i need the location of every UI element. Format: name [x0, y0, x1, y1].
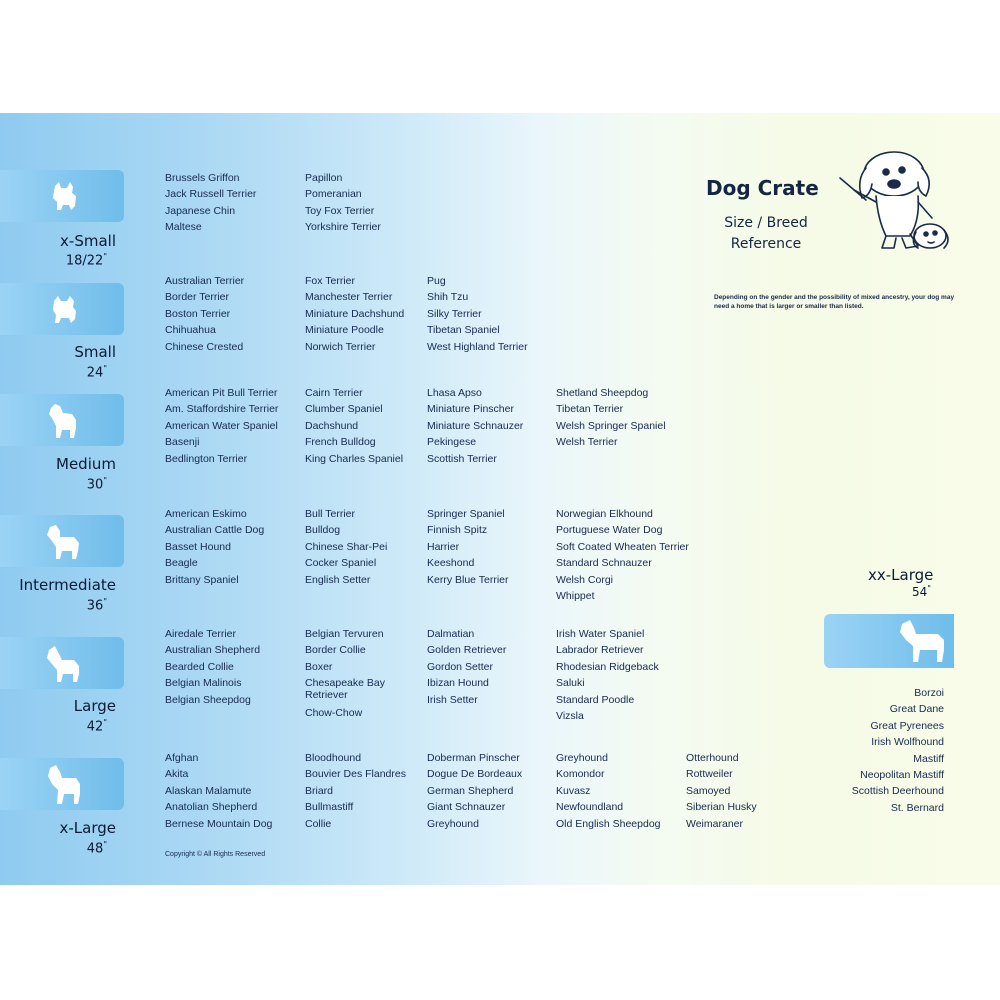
breed-name: Old English Sheepdog — [556, 817, 661, 830]
breed-name: German Shepherd — [427, 784, 514, 797]
breed-name: Akita — [165, 768, 189, 781]
size-dimension: 54" — [912, 584, 931, 599]
size-tab-x-small — [0, 170, 124, 222]
breed-column — [556, 626, 659, 724]
breed-name: Pug — [427, 275, 446, 287]
breed-name: Bedlington Terrier — [165, 452, 248, 465]
small-dog-silhouette-icon — [49, 180, 79, 212]
breed-name: Scottish Deerhound — [851, 785, 944, 798]
breed-name: Mastiff — [913, 752, 944, 765]
breed-name: Beagle — [165, 557, 198, 570]
breed-name: Tibetan Terrier — [556, 403, 624, 416]
breed-name: Lhasa Apso — [427, 387, 482, 399]
breed-column — [427, 385, 523, 467]
size-tab-intermediate — [0, 515, 124, 567]
breed-name: Clumber Spaniel — [305, 403, 383, 416]
breed-name: American Water Spaniel — [165, 419, 278, 432]
breed-column — [305, 750, 406, 832]
breed-name: Otterhound — [686, 752, 739, 764]
breed-column — [165, 273, 244, 355]
breed-column — [305, 170, 381, 236]
page-title: Dog Crate — [706, 176, 819, 200]
breed-name: Newfoundland — [556, 801, 624, 814]
size-label: x-Large — [59, 819, 116, 837]
breed-name: Briard — [305, 784, 334, 797]
xx-large-breed-list — [852, 685, 944, 816]
breed-name: Norwich Terrier — [305, 340, 376, 353]
breed-name: Chow-Chow — [305, 707, 363, 720]
breed-name: Border Terrier — [165, 291, 229, 304]
breed-name: St. Bernard — [890, 801, 944, 814]
breed-name: Labrador Retriever — [556, 644, 644, 657]
small-dog-silhouette-icon — [49, 293, 79, 325]
breed-name: Siberian Husky — [686, 801, 757, 814]
breed-name: Welsh Springer Spaniel — [556, 419, 666, 432]
breed-name: Great Dane — [889, 703, 944, 716]
breed-name: Japanese Chin — [165, 204, 236, 217]
breed-name: Doberman Pinscher — [427, 752, 520, 764]
breed-name: Springer Spaniel — [427, 508, 505, 520]
breed-name: Australian Shepherd — [165, 644, 261, 657]
breed-name: Afghan — [165, 752, 199, 764]
breed-name: Yorkshire Terrier — [305, 221, 381, 234]
size-dimension: 48" — [86, 840, 107, 857]
breed-name: Weimaraner — [686, 817, 743, 830]
breed-name: Neopolitan Mastiff — [860, 769, 944, 782]
breed-name: Miniature Poodle — [305, 324, 384, 337]
breed-name: Boston Terrier — [165, 307, 231, 320]
breed-name: Chesapeake Bay Retriever — [305, 677, 385, 702]
breed-column — [556, 506, 689, 604]
size-label: x-Small — [60, 232, 116, 250]
size-dimension: 36" — [86, 597, 107, 614]
subtitle-line: Reference — [730, 236, 802, 252]
breed-name: Miniature Pinscher — [427, 403, 514, 416]
breed-name: Bernese Mountain Dog — [165, 817, 273, 830]
breed-name: Welsh Terrier — [556, 436, 618, 449]
breed-name: American Pit Bull Terrier — [165, 387, 278, 399]
size-tab-small — [0, 283, 124, 335]
large-dog-silhouette-icon — [44, 642, 84, 684]
breed-column — [556, 750, 661, 832]
breed-name: King Charles Spaniel — [305, 452, 404, 465]
breed-name: French Bulldog — [305, 436, 376, 449]
breed-name: Irish Water Spaniel — [556, 628, 645, 640]
breed-name: Australian Terrier — [165, 275, 245, 287]
breed-name: Cocker Spaniel — [305, 557, 377, 570]
breed-name: Airedale Terrier — [165, 628, 237, 640]
breed-column — [165, 506, 264, 588]
size-label: Small — [74, 343, 116, 361]
breed-name: Bull Terrier — [305, 508, 355, 520]
breed-name: Harrier — [427, 540, 460, 553]
breed-name: Anatolian Shepherd — [165, 801, 258, 814]
breed-name: Finnish Spitz — [427, 524, 488, 537]
breed-name: Chihuahua — [165, 324, 216, 337]
size-label: Intermediate — [19, 576, 116, 594]
size-tab-medium — [0, 394, 124, 446]
breed-name: Saluki — [556, 677, 585, 690]
breed-name: Pomeranian — [305, 188, 362, 201]
breed-name: Kuvasz — [556, 784, 591, 797]
page-subtitle — [714, 213, 818, 255]
breed-name: Irish Wolfhound — [871, 736, 944, 749]
breed-name: Keeshond — [427, 557, 475, 570]
cartoon-dog-mascot-icon — [836, 140, 956, 260]
size-dimension: 24" — [86, 364, 107, 381]
breed-column — [427, 626, 506, 708]
breed-column — [165, 750, 272, 832]
breed-name: Bloodhound — [305, 752, 362, 764]
breed-name: Australian Cattle Dog — [165, 524, 265, 537]
sizing-note: Depending on the gender and the possibility of mixed ancestry, your dog may need a home that is larger or smaller than listed. — [714, 294, 955, 310]
breed-name: Giant Schnauzer — [427, 801, 506, 814]
breed-name: English Setter — [305, 573, 371, 586]
size-dimension: 30" — [86, 476, 107, 493]
breed-name: Norwegian Elkhound — [556, 508, 653, 520]
breed-name: Samoyed — [686, 784, 731, 797]
large-dog-silhouette-icon — [44, 762, 84, 806]
breed-name: Boxer — [305, 660, 333, 673]
breed-column — [165, 626, 260, 708]
breed-name: Brussels Griffon — [165, 172, 240, 184]
medium-dog-silhouette-icon — [44, 521, 84, 561]
size-label: Large — [73, 697, 116, 715]
breed-name: Scottish Terrier — [427, 452, 497, 465]
breed-name: Standard Schnauzer — [556, 557, 652, 570]
breed-name: Komondor — [556, 768, 605, 781]
breed-name: Border Collie — [305, 644, 366, 657]
breed-column — [686, 750, 757, 832]
breed-name: Papillon — [305, 172, 343, 184]
size-label: Medium — [56, 455, 116, 473]
breed-name: West Highland Terrier — [427, 340, 528, 353]
subtitle-line: Size / Breed — [724, 215, 808, 231]
breed-name: Silky Terrier — [427, 307, 482, 320]
size-tab-xx-large — [824, 614, 954, 668]
breed-column — [165, 385, 278, 467]
breed-name: Basset Hound — [165, 540, 231, 553]
breed-name: Toy Fox Terrier — [305, 204, 375, 217]
copyright-text: Copyright © All Rights Reserved — [165, 851, 266, 858]
breed-name: Borzoi — [914, 687, 944, 699]
breed-column — [165, 170, 256, 236]
breed-name: Alaskan Malamute — [165, 784, 252, 797]
giant-dog-silhouette-icon — [896, 618, 952, 664]
breed-name: Maltese — [165, 221, 202, 234]
breed-name: Belgian Sheepdog — [165, 693, 251, 706]
size-tab-large — [0, 637, 124, 689]
breed-column — [427, 273, 528, 355]
breed-name: Kerry Blue Terrier — [427, 573, 509, 586]
size-dimension: 42" — [86, 718, 107, 735]
breed-column — [427, 750, 522, 832]
breed-name: Pekingese — [427, 436, 477, 449]
breed-name: Am. Staffordshire Terrier — [165, 403, 279, 416]
breed-name: Welsh Corgi — [556, 573, 613, 586]
breed-column — [556, 385, 666, 451]
breed-name: Bouvier Des Flandres — [305, 768, 406, 781]
breed-name: Soft Coated Wheaten Terrier — [556, 540, 689, 553]
breed-name: Dachshund — [305, 419, 359, 432]
breed-column — [427, 506, 509, 588]
size-dimension: 18/22" — [65, 252, 107, 269]
breed-name: Brittany Spaniel — [165, 573, 239, 586]
breed-name: Portuguese Water Dog — [556, 524, 663, 537]
breed-name: Dalmatian — [427, 628, 475, 640]
size-label: xx-Large — [868, 566, 934, 584]
breed-column — [305, 385, 403, 467]
breed-name: Miniature Dachshund — [305, 307, 405, 320]
breed-name: Fox Terrier — [305, 275, 355, 287]
breed-name: Collie — [305, 817, 332, 830]
breed-column — [305, 626, 401, 722]
breed-name: Rhodesian Ridgeback — [556, 660, 659, 673]
medium-dog-silhouette-icon — [46, 400, 82, 440]
breed-name: Miniature Schnauzer — [427, 419, 524, 432]
breed-name: Shih Tzu — [427, 291, 469, 304]
breed-name: Rottweiler — [686, 768, 733, 781]
breed-name: Bulldog — [305, 524, 341, 537]
breed-name: Ibizan Hound — [427, 677, 489, 690]
breed-column — [305, 273, 404, 355]
breed-name: Basenji — [165, 436, 200, 449]
breed-name: Bearded Collie — [165, 660, 234, 673]
breed-name: Greyhound — [427, 817, 479, 830]
size-tab-x-large — [0, 758, 124, 810]
breed-name: Jack Russell Terrier — [165, 188, 257, 201]
breed-name: Greyhound — [556, 752, 608, 764]
breed-name: Chinese Shar-Pei — [305, 540, 388, 553]
breed-name: Dogue De Bordeaux — [427, 768, 523, 781]
breed-name: Whippet — [556, 590, 595, 603]
breed-name: Belgian Malinois — [165, 677, 242, 690]
breed-name: Belgian Tervuren — [305, 628, 384, 640]
breed-name: Great Pyrenees — [870, 719, 944, 732]
breed-name: Vizsla — [556, 710, 584, 723]
breed-name: Bullmastiff — [305, 801, 354, 814]
breed-name: Gordon Setter — [427, 660, 493, 673]
breed-name: Manchester Terrier — [305, 291, 393, 304]
breed-name: Tibetan Spaniel — [427, 324, 500, 337]
breed-name: Chinese Crested — [165, 340, 244, 353]
breed-name: Golden Retriever — [427, 644, 507, 657]
breed-name: Standard Poodle — [556, 693, 635, 706]
breed-name: American Eskimo — [165, 508, 247, 520]
breed-name: Irish Setter — [427, 693, 478, 706]
breed-name: Cairn Terrier — [305, 387, 363, 399]
breed-column — [305, 506, 387, 588]
breed-name: Shetland Sheepdog — [556, 387, 649, 399]
